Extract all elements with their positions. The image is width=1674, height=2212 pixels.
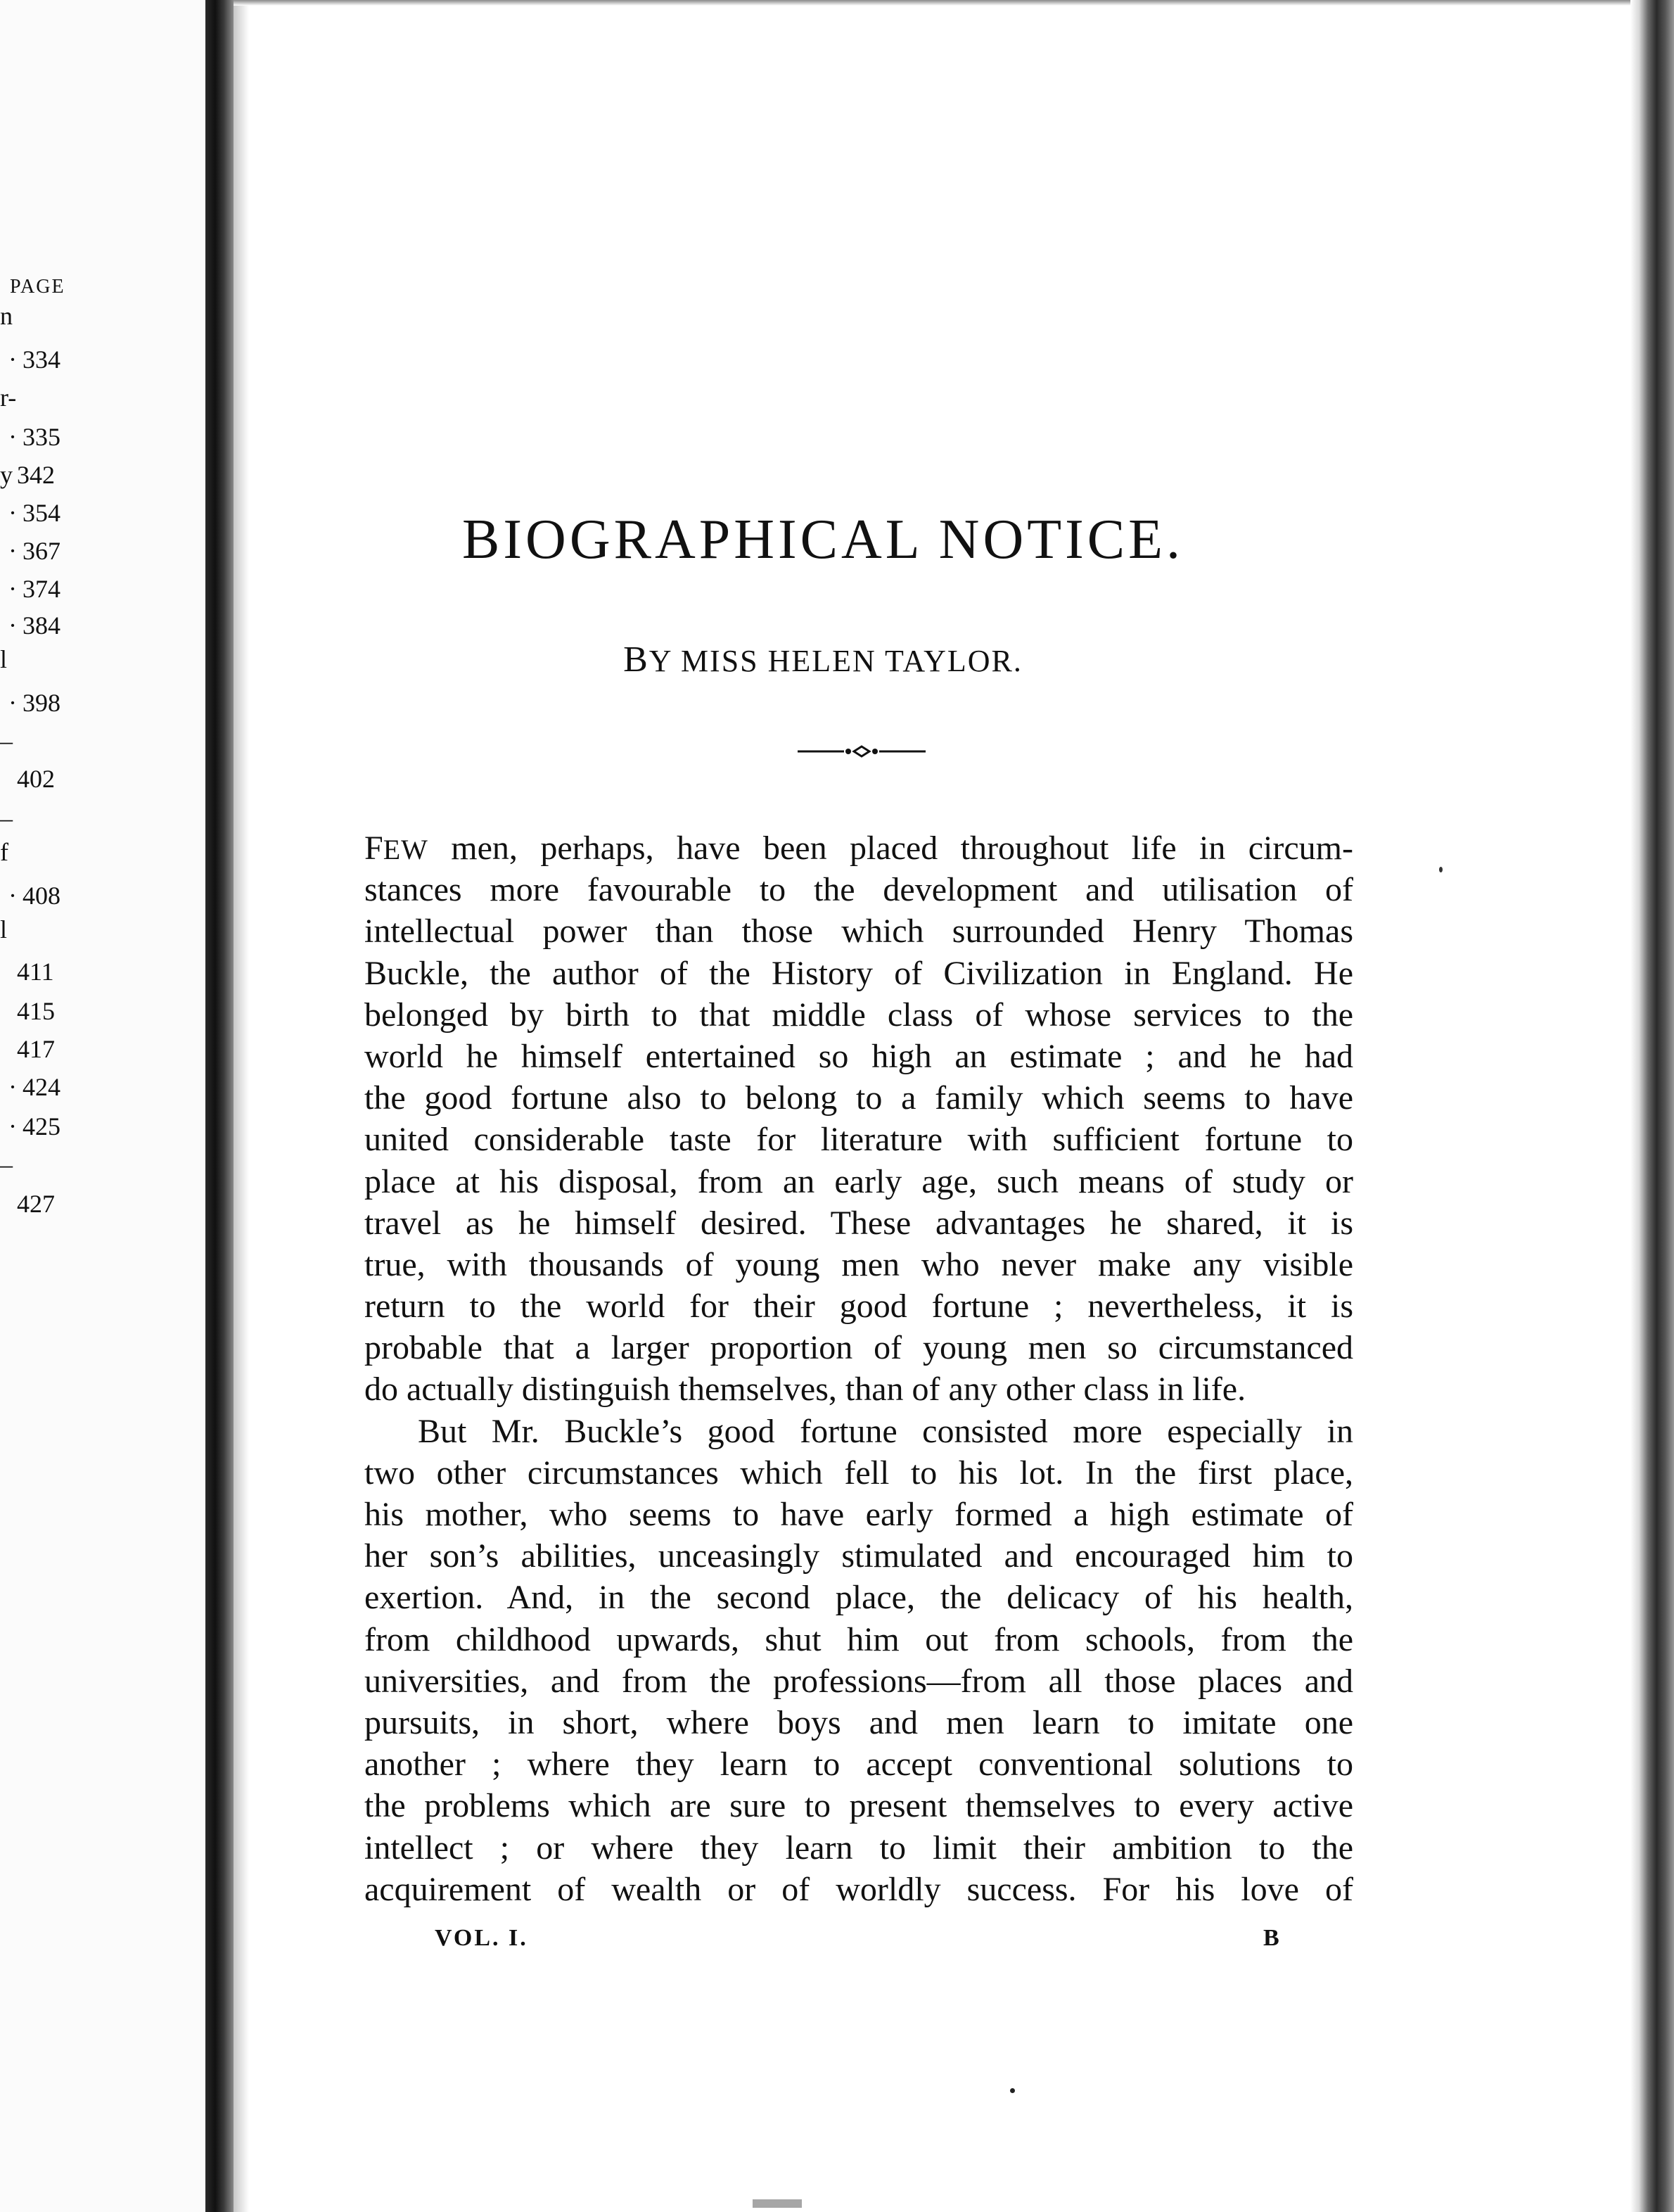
toc-page-number: 354 [23,499,60,527]
toc-list [0,0,205,2212]
toc-entry-fragment: – [0,727,13,755]
toc-entry [0,574,63,604]
toc-entry [0,1150,63,1179]
toc-entry [0,803,63,833]
toc-entry [0,345,63,374]
toc-entry [0,726,63,756]
toc-leader-dot: · [8,689,17,717]
toc-page-number: 374 [23,575,60,603]
text-line: pursuits, in short, where boys and men learn to imitate one [364,1703,1353,1741]
toc-leader-dot: · [8,499,17,527]
body-text [364,827,1353,1910]
text-line: intellectual power than those which surrounded Henry Thomas [364,913,1353,951]
toc-entry-fragment: – [0,1150,13,1178]
text-line: But Mr. Buckle’s good fortune consisted more especially in [418,1412,1353,1450]
byline [506,639,1139,680]
text-line: place at his disposal, from an early age, such means of study or [364,1162,1353,1200]
toc-leader-dot: · [8,611,17,640]
signature-mark: B [1263,1925,1279,1951]
text-line: her son’s abilities, unceasingly stimulated and encouraged him to [364,1537,1353,1575]
toc-page-number: 415 [17,997,55,1025]
toc-page-number: 424 [23,1073,60,1101]
toc-entry-fragment: – [0,804,13,832]
toc-entry [0,498,63,528]
toc-page-number: 411 [17,958,54,986]
toc-entry [0,383,63,412]
author-name: MISS HELEN TAYLOR. [680,644,1023,678]
toc-entry [0,460,63,490]
toc-leader-dot: · [8,1112,17,1140]
text-line: his mother, who seems to have early formed a high estimate of [364,1496,1353,1533]
toc-entry-fragment: l [0,645,8,673]
text-line: exertion. And, in the second place, the delicacy of his health, [364,1579,1353,1617]
toc-leader-dot: · [8,882,17,910]
gutter-shadow [234,0,249,2212]
byline-initial: B [623,640,649,680]
top-page-edge [234,0,1630,6]
toc-page-number: 402 [17,765,55,793]
byline-prefix: Y [648,644,672,678]
toc-entry [0,301,63,331]
toc-entry [0,996,63,1026]
toc-leader-dot: · [8,537,17,565]
toc-page-number: 384 [23,611,60,640]
scan-mark [753,2199,802,2208]
toc-entry [0,536,63,566]
ink-speck [1439,867,1443,872]
toc-entry-fragment: r- [0,383,17,412]
text-line: intellect ; or where they learn to limit their ambition to the [364,1829,1353,1867]
text-line: probable that a larger proportion of young men so circumstanced [364,1329,1353,1367]
toc-page-number: 425 [23,1112,60,1140]
toc-page-header: PAGE [10,276,65,298]
toc-entry [0,611,63,640]
toc-page-number: 334 [23,345,60,374]
volume-marker: VOL. I. [435,1925,528,1951]
text-line: united considerable taste for literature with sufficient fortune to [364,1121,1353,1159]
text-line [364,827,1353,869]
toc-leader-dot: · [8,423,17,451]
book-gutter [205,0,234,2212]
text-line: universities, and from the professions—from all those places and [364,1662,1353,1700]
lead-small-caps: EW [383,834,428,865]
text-line: world he himself entertained so high an estimate ; and he had [364,1037,1353,1075]
toc-entry-fragment: n [0,302,13,330]
toc-entry [0,881,63,910]
toc-leader-dot: · [8,575,17,603]
text-line-content: men, perhaps, have been placed throughout life in circum- [428,830,1353,867]
toc-entry [0,1189,63,1219]
toc-entry [0,1034,63,1064]
text-line: Buckle, the author of the History of Civilization in England. He [364,954,1353,992]
toc-page-number: 398 [23,689,60,717]
toc-entry [0,422,63,452]
toc-entry [0,1112,63,1141]
text-line: from childhood upwards, shut him out from schools, from the [364,1620,1353,1658]
toc-page-number: 342 [17,461,55,489]
toc-entry [0,957,63,986]
toc-page-number: 408 [23,882,60,910]
text-line: the problems which are sure to present themselves to every active [364,1787,1353,1825]
text-line: do actually distinguish themselves, than of any other class in life. [364,1371,1246,1409]
text-line: another ; where they learn to accept conventional solutions to [364,1746,1353,1784]
toc-page-number: 367 [23,537,60,565]
toc-entry-fragment: y [0,461,13,489]
page-edge [1630,0,1674,2212]
toc-entry [0,1072,63,1102]
toc-page-number: 417 [17,1035,55,1063]
text-line: stances more favourable to the development and utilisation of [364,871,1353,909]
toc-leader-dot: · [8,345,17,374]
text-line: return to the world for their good fortune ; nevertheless, it is [364,1288,1353,1326]
toc-entry-fragment: l [0,915,8,943]
ink-speck [1010,2088,1015,2093]
toc-page-number: 335 [23,423,60,451]
ornament-divider [798,743,926,760]
toc-page-number: 427 [17,1190,55,1218]
text-line: belonged by birth to that middle class of whose services to the [364,996,1353,1034]
toc-entry [0,688,63,718]
facing-page [0,0,205,2212]
page-title: BIOGRAPHICAL NOTICE. [462,509,1184,571]
toc-leader-dot: · [8,1073,17,1101]
text-line: the good fortune also to belong to a family which seems to have [364,1079,1353,1117]
toc-entry-fragment: f [0,838,8,866]
text-line: true, with thousands of young men who never make any visible [364,1245,1353,1283]
toc-entry [0,915,63,944]
toc-entry [0,764,63,794]
text-line: two other circumstances which fell to his lot. In the first place, [364,1454,1353,1492]
lead-initial: F [364,830,383,867]
lead-word [364,830,428,867]
text-line: acquirement of wealth or of worldly success. For his love of [364,1870,1353,1908]
text-line: travel as he himself desired. These advantages he shared, it is [364,1204,1353,1242]
toc-entry [0,644,63,674]
toc-entry [0,837,63,867]
